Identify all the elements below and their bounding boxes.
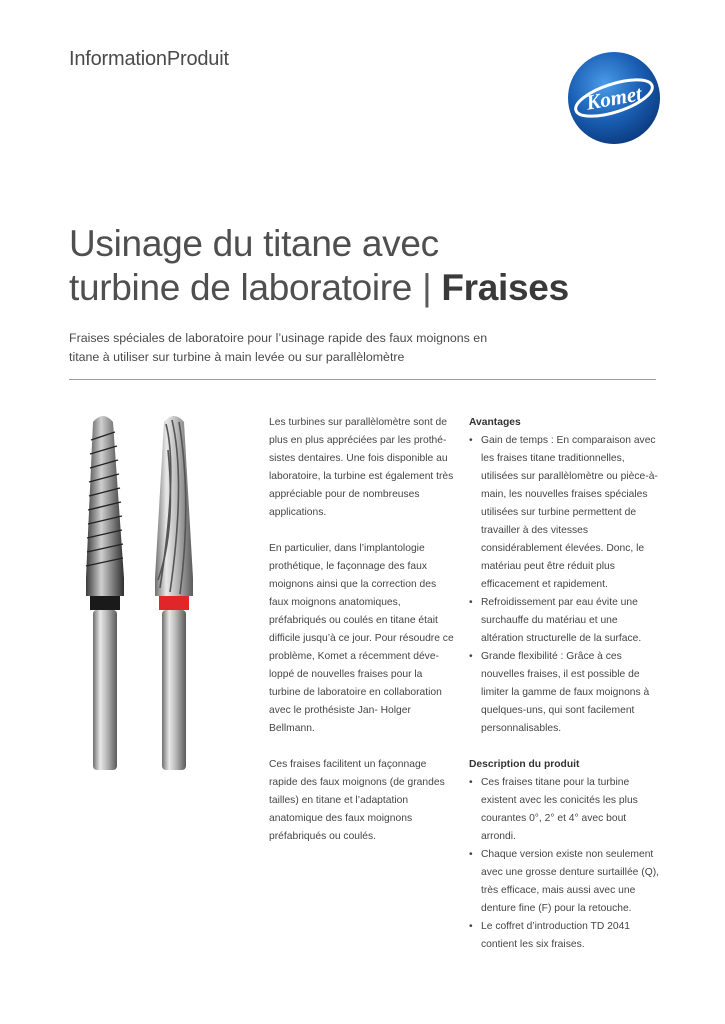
body-paragraph-1: Les turbines sur parallèlomètre sont de plus en plus appréciées par les prothésistes dentaires. Une fois disponible au laboratoire, la turbine est également très appréciable pour de nombreuses applications. [269, 417, 454, 518]
advantages-list [469, 432, 659, 738]
description-list [469, 774, 659, 954]
komet-logo [566, 50, 662, 146]
subtitle: Fraises spéciales de laboratoire pour l’usinage rapide des faux moignons en titane à utiliser sur turbine à main levée ou sur parallèlomètre [69, 331, 488, 364]
advantages-heading: Avantages [469, 417, 521, 428]
body-text [269, 414, 454, 864]
list-item: • Gain de temps : En comparaison avec les fraises titane traditionnelles, utilisées sur parallèlomètre ou pièce-à-main, les nouvelles fraises spéciales utilisées sur turbine permettent de travailler à des vitesses considérablement élevées. Donc, le matériau peut être réduit plus efficacement et rapidement. [469, 432, 659, 594]
title-line-2: turbine de laboratoire [69, 267, 413, 308]
divider [69, 379, 656, 380]
ring-red [159, 596, 189, 610]
list-item: • Ces fraises titane pour la turbine existent avec les conicités les plus courantes 0°, 2° et 4° avec bout arrondi. [469, 774, 659, 846]
list-item: • Chaque version existe non seulement avec une grosse denture surtaillée (Q), très efficace, mais aussi avec une denture fine (F) pour la retouche. [469, 846, 659, 918]
bur-illustration [80, 410, 200, 780]
bur-fine [155, 416, 193, 770]
title-line-1: Usinage du titane avec [69, 223, 439, 264]
ring-black [90, 596, 120, 610]
title-highlight: Fraises [441, 267, 569, 308]
side-column [469, 414, 659, 972]
logo-text: Komet [584, 81, 644, 115]
list-item: • Refroidissement par eau évite une surchauffe du matériau et une altération structurelle de la surface. [469, 594, 659, 648]
body-paragraph-3: Ces fraises facilitent un façonnage rapide des faux moignons (de grandes tailles) en titane et l’adaptation anatomique des faux moignons préfabriqués ou coulés. [269, 759, 445, 842]
header-label: InformationProduit [69, 48, 229, 70]
page-title [69, 222, 569, 310]
body-paragraph-2: En particulier, dans l’implantologie prothétique, le façonnage des faux moignons ainsi que la correction des faux moignons anatomiques, préfabriqués ou coulés en titane était difficile jusqu’à ce jour. Pour résoudre ce problème, Komet a récemment développé de nouvelles fraises pour la turbine de laboratoire en collaboration avec le prothésiste Jan- Holger Bellmann. [269, 543, 454, 734]
list-item: • Le coffret d’introduction TD 2041 contient les six fraises. [469, 918, 659, 954]
list-item: • Grande flexibilité : Grâce à ces nouvelles fraises, il est possible de limiter la gamme de faux moignons à quelques-uns, qui sont facilement personnalisables. [469, 648, 659, 738]
title-separator: | [422, 267, 432, 308]
bur-coarse [86, 416, 124, 770]
description-heading: Description du produit [469, 759, 580, 770]
